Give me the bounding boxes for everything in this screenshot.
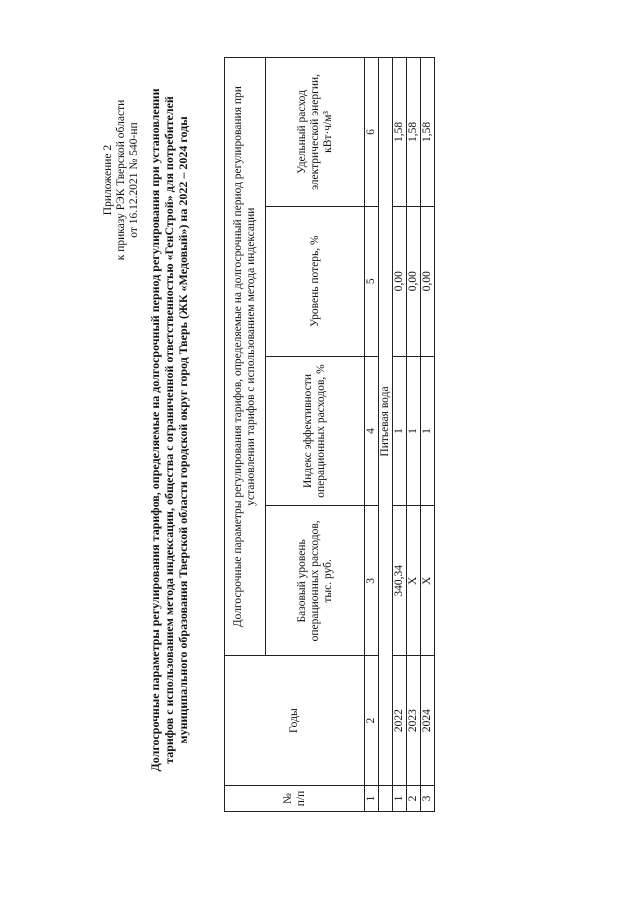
index-cell: 6: [365, 58, 379, 207]
table-row: [393, 58, 407, 812]
header-num: № п/п: [225, 786, 365, 812]
appendix-line: от 16.12.2021 № 540-нп: [128, 122, 140, 238]
row-base: 340,34: [393, 506, 407, 656]
row-year: 2022: [393, 656, 407, 786]
row-num: 2: [407, 786, 421, 812]
row-energy: 1,58: [421, 58, 435, 207]
column-index-row: [365, 58, 379, 812]
index-cell: 5: [365, 206, 379, 356]
header-group: Долгосрочные параметры регулирования тарифов, определяемые на долгосрочный период регулирования при установлении тарифов с использованием метода индексации: [225, 58, 266, 656]
row-year: 2024: [421, 656, 435, 786]
row-year: 2023: [407, 656, 421, 786]
row-base: Х: [421, 506, 435, 656]
header-loss-level: Уровень потерь, %: [266, 206, 365, 356]
document-page: [40, 40, 600, 860]
document-title: [148, 60, 190, 800]
header-base-opex: Базовый уровень операционных расходов, тыс. руб.: [266, 506, 365, 656]
section-empty-cell: [379, 786, 393, 812]
index-cell: 1: [365, 786, 379, 812]
row-base: Х: [407, 506, 421, 656]
row-loss: 0,00: [393, 206, 407, 356]
section-title: Питьевая вода: [379, 58, 393, 786]
row-energy: 1,58: [393, 58, 407, 207]
header-efficiency-index: Индекс эффективности операционных расходов, %: [266, 356, 365, 506]
row-loss: 0,00: [421, 206, 435, 356]
table-row: [407, 58, 421, 812]
index-cell: 3: [365, 506, 379, 656]
appendix-note: [102, 60, 141, 300]
row-num: 3: [421, 786, 435, 812]
title-line: муниципального образования Тверской области городской округ город Тверь (ЖК «Медовый») на 2022 – 2024 годы: [176, 116, 190, 744]
parameters-table: [224, 57, 435, 812]
section-row: [379, 58, 393, 812]
table-row: [421, 58, 435, 812]
title-line: тарифов с использованием метода индексации, общества с ограниченной ответственностью «ГенСтрой» для потребителей: [162, 96, 176, 764]
header-years: Годы: [225, 656, 365, 786]
index-cell: 2: [365, 656, 379, 786]
row-efficiency: 1: [393, 356, 407, 506]
appendix-line: к приказу РЭК Тверской области: [115, 99, 127, 261]
header-energy-consumption: Удельный расход электрической энергии, кВт·ч/м³: [266, 58, 365, 207]
index-cell: 4: [365, 356, 379, 506]
row-num: 1: [393, 786, 407, 812]
row-efficiency: 1: [407, 356, 421, 506]
row-efficiency: 1: [421, 356, 435, 506]
row-loss: 0,00: [407, 206, 421, 356]
appendix-line: Приложение 2: [102, 144, 114, 216]
row-energy: 1,58: [407, 58, 421, 207]
title-line: Долгосрочные параметры регулирования тарифов, определяемые на долгосрочный период регулирования при установлении: [148, 88, 162, 772]
